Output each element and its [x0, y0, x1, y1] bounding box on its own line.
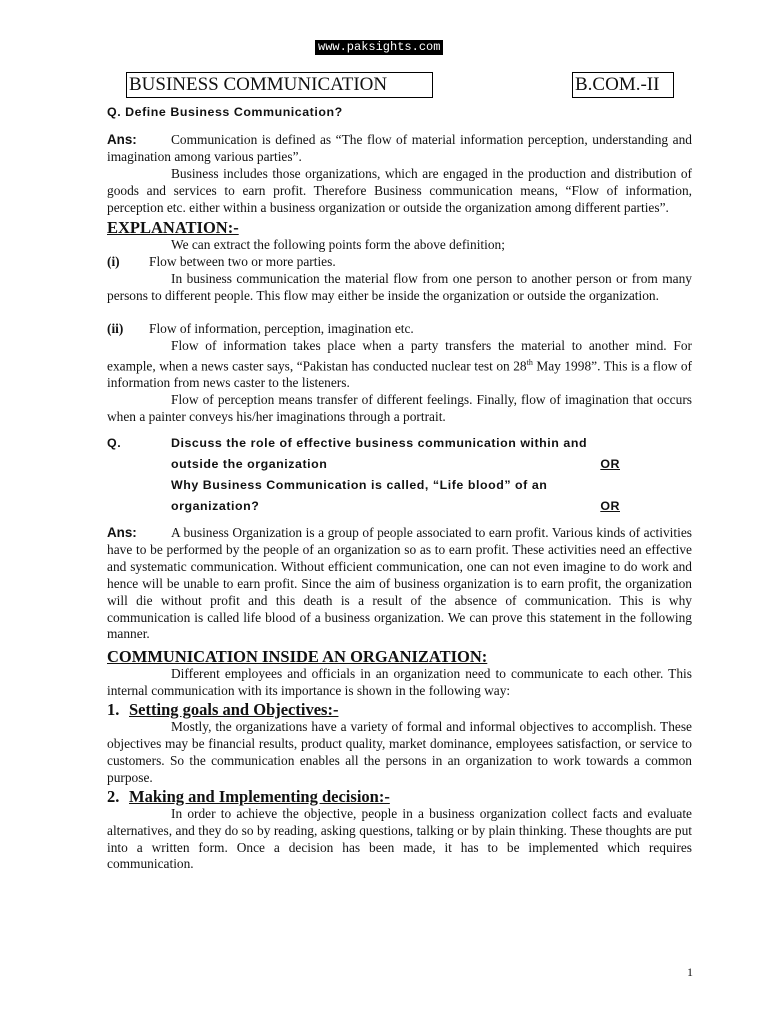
document-body	[107, 104, 692, 873]
item-1-heading	[107, 700, 692, 719]
or-label-2: OR	[600, 498, 620, 513]
or-label-1: OR	[600, 456, 620, 471]
point-1-title	[107, 254, 692, 271]
point-1-number: (i)	[107, 254, 120, 270]
point-2-body-part-2: May 1998”. This is a flow of information from news caster to the listeners.	[107, 358, 692, 391]
answer-1-paragraph-1	[107, 132, 692, 166]
spacer	[107, 305, 692, 321]
point-1-body: In business communication the material flow from one person to another person or from many persons to different people. This flow may either be inside the organization or outside the organization.	[107, 271, 692, 304]
answer-1-text-1: Communication is defined as “The flow of material information perception, understanding and imagination among various parties”.	[107, 131, 692, 164]
item-2-number: 2.	[107, 786, 120, 806]
inside-organization-heading: COMMUNICATION INSIDE AN ORGANIZATION:	[107, 647, 488, 667]
question-2-line-4	[107, 496, 692, 517]
question-2-blank-label	[107, 496, 171, 517]
point-2-title-text: Flow of information, perception, imagination etc.	[149, 321, 414, 337]
explanation-intro: We can extract the following points form the above definition;	[171, 237, 505, 253]
answer-1-paragraph-2: Business includes those organizations, which are engaged in the production and distribution of goods and services to earn profit. Therefore Business communication means, “Flow of information, perception etc. either within a business organization or outside the organization among different parties”.	[107, 165, 692, 215]
question-2-line-3	[107, 475, 692, 496]
item-2-title: Making and Implementing decision:-	[129, 786, 390, 806]
site-url-banner[interactable]: www.paksights.com	[315, 40, 443, 55]
item-1-body: Mostly, the organizations have a variety of formal and informal objectives to accomplish. These objectives may be financial results, product quality, market dominance, employees satisfaction, or service to customers. So the communication enables all the persons in an organization to work towards a common purpose.	[107, 719, 692, 785]
answer-2-paragraph	[107, 525, 692, 643]
point-2-body	[107, 338, 692, 392]
question-2-text-4-wrap	[171, 496, 692, 517]
question-2-blank-label	[107, 475, 171, 496]
point-1-title-text: Flow between two or more parties.	[149, 254, 336, 270]
question-1: Q. Define Business Communication?	[107, 105, 343, 119]
item-1-number: 1.	[107, 700, 120, 720]
point-2-number: (ii)	[107, 321, 124, 337]
question-2-text-2-wrap	[171, 454, 692, 475]
point-2-title	[107, 321, 692, 338]
answer-2-text: A business Organization is a group of people associated to earn profit. Various kinds of activities have to be performed by the people of an organization so as to earn profit. These activities need an effective and systematic communication. Without efficient communication, one can not even imagine to do work and hence will be unable to earn profit. Since the aim of business organization is to earn profit, the organization will die without profit and this death is a result of the absence of communication. This is why communication is called life blood of a business organization. We can prove this statement in the following manner.	[107, 524, 692, 642]
item-1-title: Setting goals and Objectives:-	[129, 700, 339, 720]
point-2-body-2: Flow of perception means transfer of different feelings. Finally, flow of imagination that occurs when a painter conveys his/her imaginations through a portrait.	[107, 392, 692, 425]
page-number: 1	[687, 965, 693, 979]
inside-organization-body: Different employees and officials in an organization need to communicate to each other. This internal communication with its importance is shown in the following way:	[107, 666, 692, 699]
item-2-heading	[107, 787, 692, 806]
course-code: B.COM.-II	[572, 72, 674, 98]
question-2-blank-label	[107, 454, 171, 475]
question-2-line-2	[107, 454, 692, 475]
question-2-label: Q.	[107, 435, 122, 450]
ordinal-suffix: th	[526, 357, 533, 367]
question-2-text-4: organization?	[171, 498, 260, 513]
question-2-text-2: outside the organization	[171, 456, 328, 471]
document-title: BUSINESS COMMUNICATION	[126, 72, 433, 98]
question-2-line-1	[107, 433, 692, 454]
item-2-body: In order to achieve the objective, people in a business organization collect facts and evaluate alternatives, and they do so by reading, asking questions, talking or by plain thinking. These thoughts are put into a written form. Once a decision has been made, it has to be implemented which requires communication.	[107, 805, 692, 872]
explanation-heading: EXPLANATION:-	[107, 218, 239, 238]
answer-label: Ans:	[107, 524, 137, 540]
question-2-text-1: Discuss the role of effective business communication within and	[171, 435, 588, 450]
question-2-text-3: Why Business Communication is called, “Life blood” of an	[171, 477, 548, 492]
answer-label: Ans:	[107, 131, 137, 147]
point-2-body-part-1: Flow of information takes place when a party transfers the material to another mind. For example, when a news caster says, “Pakistan has conducted nuclear test on 28	[107, 337, 692, 374]
question-2	[107, 433, 692, 517]
